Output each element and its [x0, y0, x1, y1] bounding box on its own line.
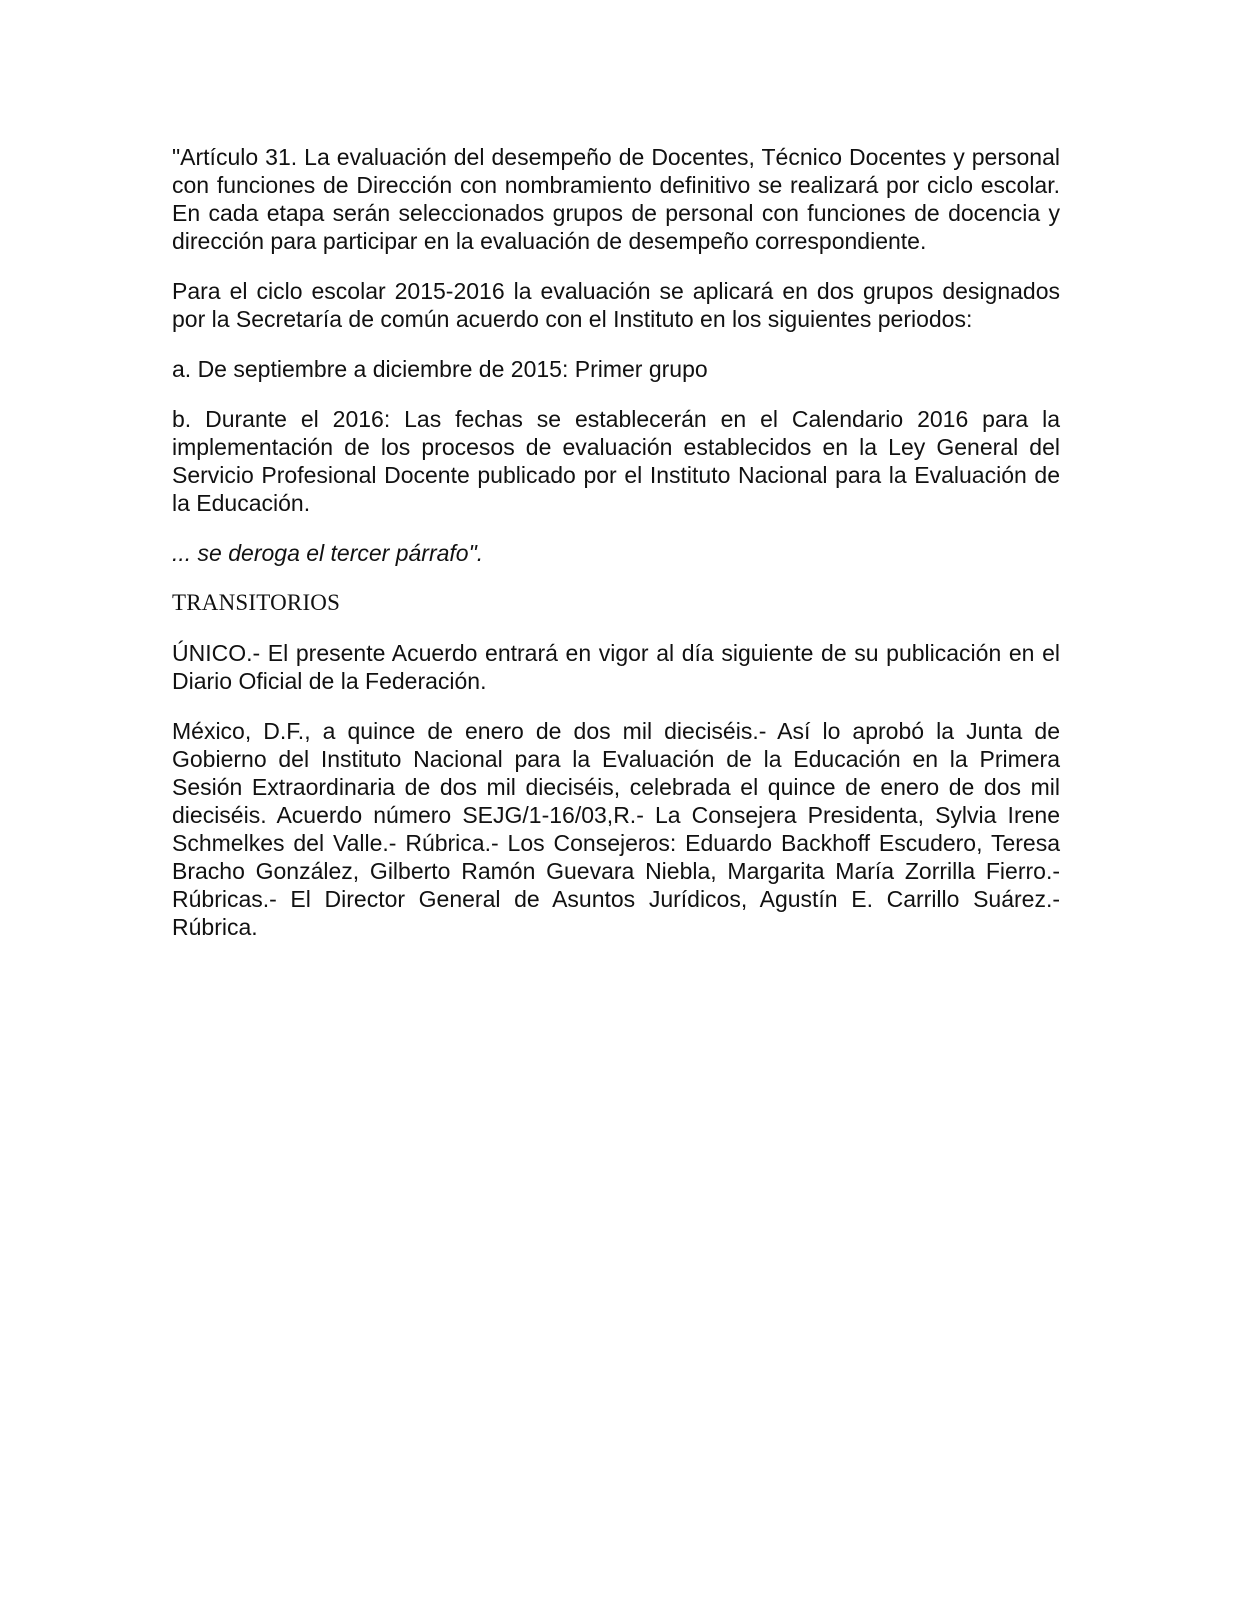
- closing-paragraph: México, D.F., a quince de enero de dos mil dieciséis.- Así lo aprobó la Junta de Gobierno del Instituto Nacional para la Evaluación de la Educación en la Primera Sesión Extraordinaria de dos mil dieciséis, celebrada el quince de enero de dos mil dieciséis. Acuerdo número SEJG/1-16/03,R.- La Consejera Presidenta, Sylvia Irene Schmelkes del Valle.- Rúbrica.- Los Consejeros: Eduardo Backhoff Escudero, Teresa Bracho González, Gilberto Ramón Guevara Niebla, Margarita María Zorrilla Fierro.- Rúbricas.- El Director General de Asuntos Jurídicos, Agustín E. Carrillo Suárez.- Rúbrica.: [172, 718, 1060, 940]
- list-item-a: a. De septiembre a diciembre de 2015: Primer grupo: [172, 356, 708, 382]
- list-item-b: b. Durante el 2016: Las fechas se establecerán en el Calendario 2016 para la implementación de los procesos de evaluación establecidos en la Ley General del Servicio Profesional Docente publicado por el Instituto Nacional para la Evaluación de la Educación.: [172, 406, 1060, 516]
- derogation-paragraph: ... se deroga el tercer párrafo".: [172, 540, 484, 566]
- transitorios-heading: TRANSITORIOS: [172, 590, 341, 615]
- cycle-paragraph: Para el ciclo escolar 2015-2016 la evaluación se aplicará en dos grupos designados por la Secretaría de común acuerdo con el Instituto en los siguientes periodos:: [172, 278, 1060, 332]
- unico-paragraph: ÚNICO.- El presente Acuerdo entrará en vigor al día siguiente de su publicación en el Diario Oficial de la Federación.: [172, 640, 1060, 694]
- article-31-paragraph: "Artículo 31. La evaluación del desempeño de Docentes, Técnico Docentes y personal con funciones de Dirección con nombramiento definitivo se realizará por ciclo escolar. En cada etapa serán seleccionados grupos de personal con funciones de docencia y dirección para participar en la evaluación de desempeño correspondiente.: [172, 144, 1060, 254]
- document-page: [172, 143, 1060, 963]
